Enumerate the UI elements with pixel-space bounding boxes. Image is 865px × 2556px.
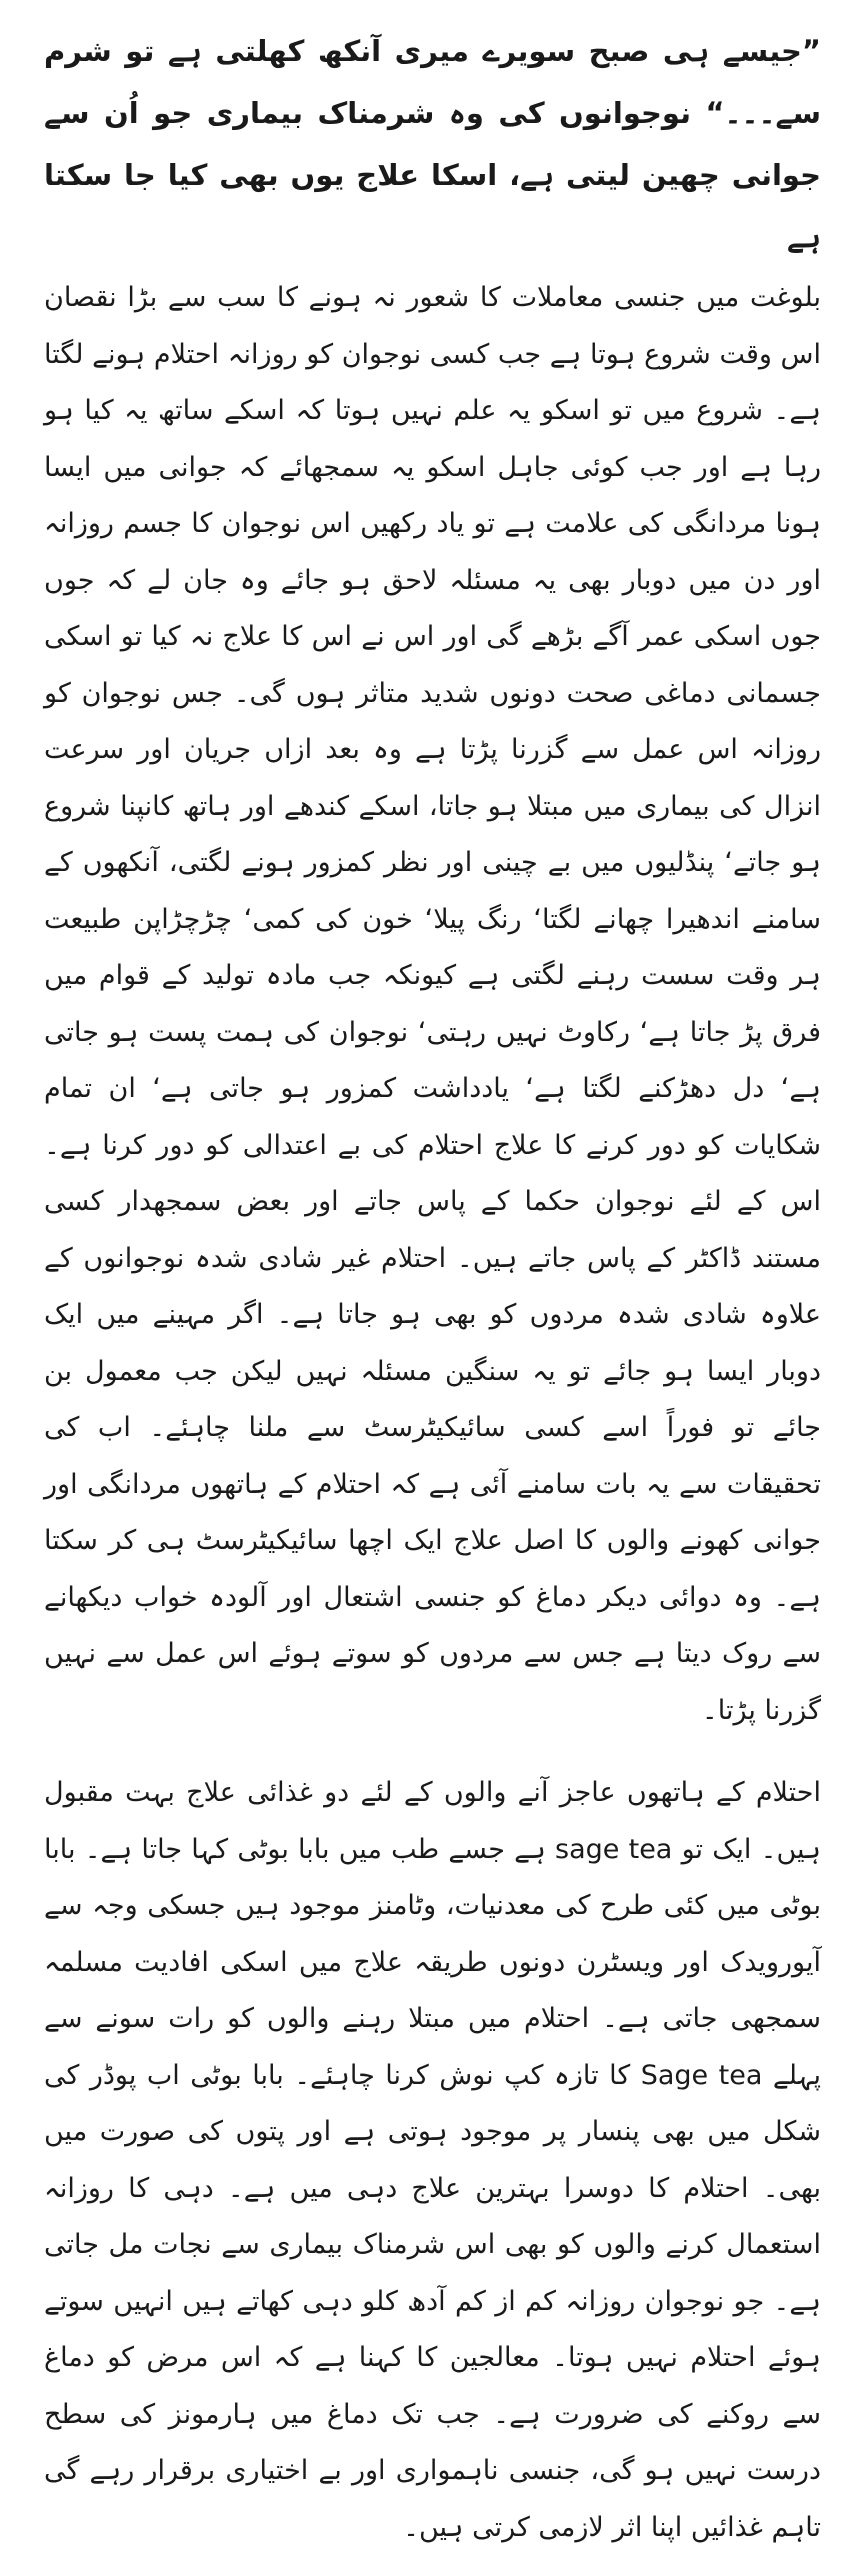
article-paragraph-1: بلوغت میں جنسی معاملات کا شعور نہ ہونے کا سب سے بڑا نقصان اس وقت شروع ہوتا ہے جب کسی نوجوان کو روزانہ احتلام ہونے لگتا ہے۔ شروع میں تو اسکو یہ علم نہیں ہوتا کہ اسکے ساتھ یہ کیا ہو رہا ہے اور جب کوئی جاہل اسکو یہ سمجھائے کہ جوانی میں ایسا ہونا مردانگی کی علامت ہے تو یاد رکھیں اس نوجوان کا جسم روزانہ اور دن میں دوبار بھی یہ مسئلہ لاحق ہو جائے وہ جان لے کہ جوں جوں اسکی عمر آگے بڑھے گی اور اس نے اس کا علاج نہ کیا تو اسکی جسمانی دماغی صحت دونوں شدید متاثر ہوں گی۔ جس نوجوان کو روزانہ اس عمل سے گزرنا پڑتا ہے وہ بعد ازاں جریان اور سرعت انزال کی بیماری میں مبتلا ہو جاتا، اسکے کندھے اور ہاتھ کانپنا شروع ہو جاتے‘ پنڈلیوں میں بے چینی اور نظر کمزور ہونے لگتی، آنکھوں کے سامنے اندھیرا چھانے لگتا‘ رنگ پیلا‘ خون کی کمی‘ چڑچڑاپن طبیعت ہر وقت سست رہنے لگتی ہے کیونکہ جب مادہ تولید کے قوام میں فرق پڑ جاتا ہے‘ رکاوٹ نہیں رہتی‘ نوجوان کی ہمت پست ہو جاتی ہے‘ دل دھڑکنے لگتا ہے‘ یادداشت کمزور ہو جاتی ہے‘ ان تمام شکایات کو دور کرنے کا علاج احتلام کی بے اعتدالی کو دور کرنا ہے۔ اس کے لئے نوجوان حکما کے پاس جاتے اور بعض سمجھدار کسی مستند ڈاکٹر کے پاس جاتے ہیں۔ احتلام غیر شادی شدہ نوجوانوں کے علاوہ شادی شدہ مردوں کو بھی ہو جاتا ہے۔ اگر مہینے میں ایک دوبار ایسا ہو جائے تو یہ سنگین مسئلہ نہیں لیکن جب معمول بن جائے تو فوراً اسے کسی سائیکیٹرسٹ سے ملنا چاہئے۔ اب کی تحقیقات سے یہ بات سامنے آئی ہے کہ احتلام کے ہاتھوں مردانگی اور جوانی کھونے والوں کا اصل علاج ایک اچھا سائیکیٹرسٹ ہی کر سکتا ہے۔ وہ دوائی دیکر دماغ کو جنسی اشتعال اور آلودہ خواب دیکھانے سے روک دیتا ہے جس سے مردوں کو سوتے ہوئے اس عمل سے نہیں گزرنا پڑتا۔ <box>44 282 821 1726</box>
article-headline: ”جیسے ہی صبح سویرے میری آنکھ کھلتی ہے تو شرم سے۔۔۔“ نوجوانوں کی وہ شرمناک بیماری جو اُن سے جوانی چھین لیتی ہے، اسکا علاج یوں بھی کیا جا سکتا ہے <box>44 34 821 254</box>
article-paragraph-2: احتلام کے ہاتھوں عاجز آنے والوں کے لئے دو غذائی علاج بہت مقبول ہیں۔ ایک تو sage tea ہے جسے طب میں بابا بوٹی کہا جاتا ہے۔ بابا بوٹی میں کئی طرح کی معدنیات، وٹامنز موجود ہیں جسکی وجہ سے آیورویدک اور ویسٹرن دونوں طریقہ علاج میں اسکی افادیت مسلمہ سمجھی جاتی ہے۔ احتلام میں مبتلا رہنے والوں کو رات سونے سے پہلے Sage tea کا تازہ کپ نوش کرنا چاہئے۔ بابا بوٹی اب پوڈر کی شکل میں بھی پنسار پر موجود ہوتی ہے اور پتوں کی صورت میں بھی۔ احتلام کا دوسرا بہترین علاج دہی میں ہے۔ دہی کا روزانہ استعمال کرنے والوں کو بھی اس شرمناک بیماری سے نجات مل جاتی ہے۔ جو نوجوان روزانہ کم از کم آدھ کلو دہی کھاتے ہیں انہیں سوتے ہوئے احتلام نہیں ہوتا۔ معالجین کا کہنا ہے کہ اس مرض کو دماغ سے روکنے کی ضرورت ہے۔ جب تک دماغ میں ہارمونز کی سطح درست نہیں ہو گی، جنسی ناہمواری اور بے اختیاری برقرار رہے گی تاہم غذائیں اپنا اثر لازمی کرتی ہیں۔ <box>44 1777 821 2543</box>
